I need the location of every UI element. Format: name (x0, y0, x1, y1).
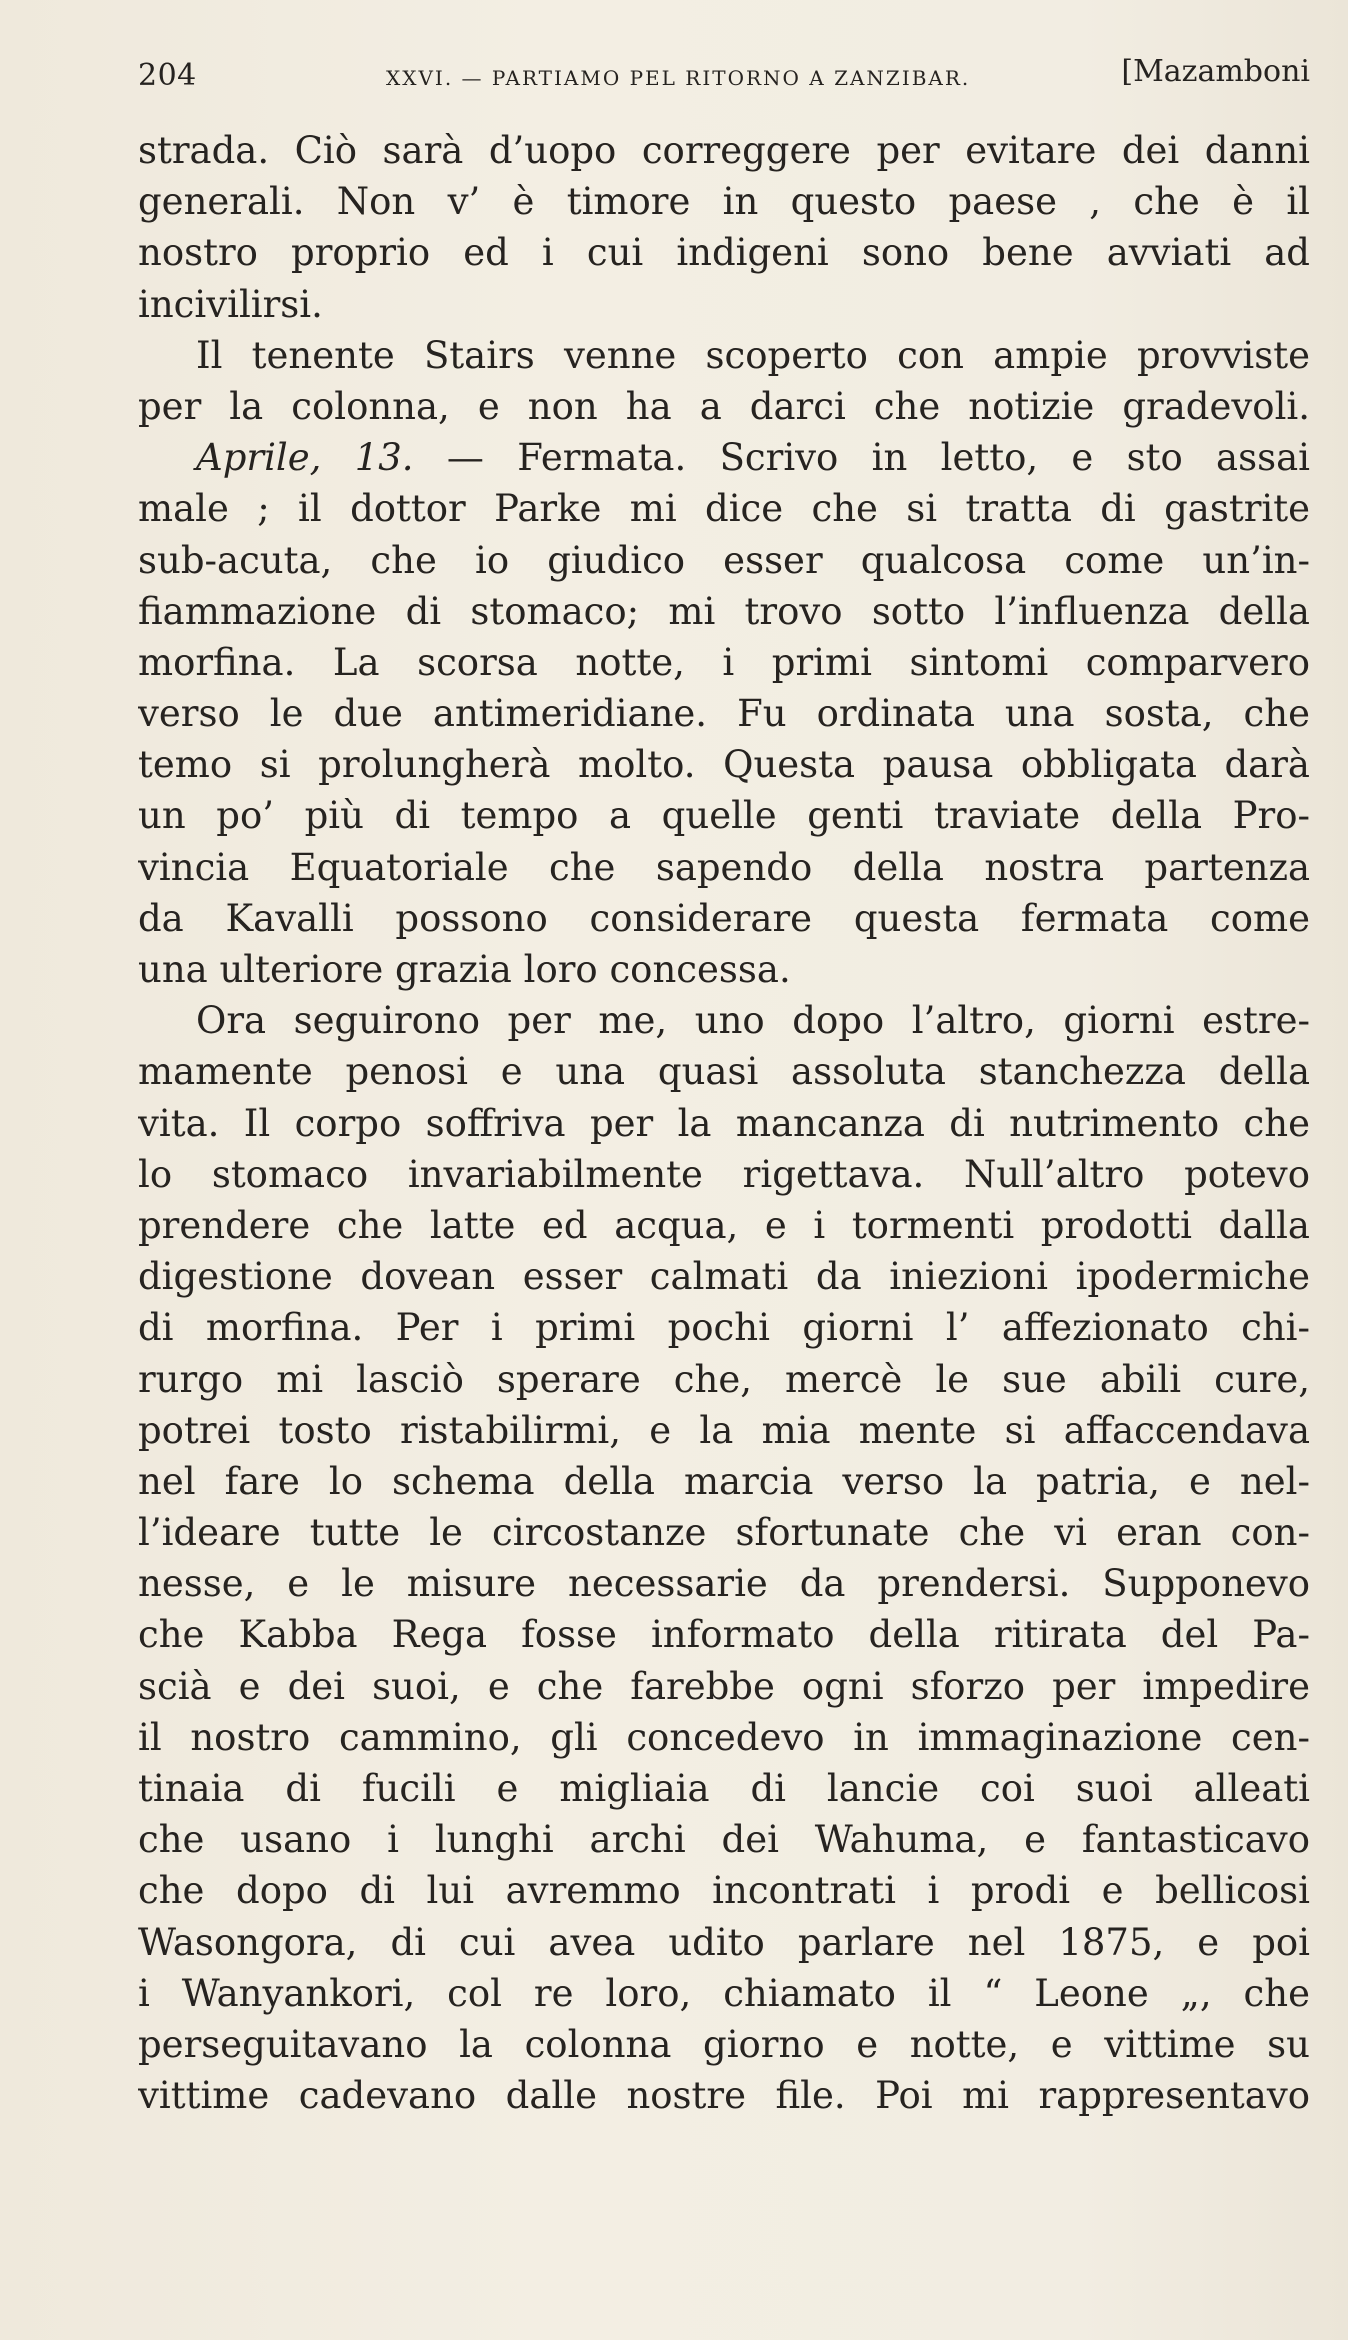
text-line: male ; il dottor Parke mi dice che si tratta di gastrite (138, 487, 1310, 531)
text-line: digestione dovean esser calmati da iniezioni ipodermiche (138, 1255, 1310, 1299)
text-line: scià e dei suoi, e che farebbe ogni sforzo per impedire (138, 1664, 1310, 1708)
text-line: rurgo mi lasciò sperare che, mercè le sue abili cure, (138, 1357, 1310, 1401)
text-line: verso le due antimeridiane. Fu ordinata una sosta, che (138, 692, 1310, 736)
text-line: nel fare lo schema della marcia verso la patria, e nel- (138, 1459, 1310, 1503)
text-line: incivilirsi. (138, 282, 323, 326)
running-title: XXVI. — PARTIAMO PEL RITORNO A ZANZIBAR. (386, 66, 971, 90)
text-line: fiammazione di stomaco; mi trovo sotto l’influenza della (138, 589, 1310, 633)
text-line: vincia Equatoriale che sapendo della nostra partenza (138, 845, 1310, 889)
text-line: per la colonna, e non ha a darci che notizie gradevoli. (138, 384, 1310, 428)
text-line: che Kabba Rega fosse informato della ritirata del Pa- (138, 1613, 1310, 1657)
text-line: prendere che latte ed acqua, e i tormenti prodotti dalla (138, 1203, 1310, 1247)
text-line: generali. Non v’ è timore in questo paese , che è il (138, 180, 1310, 224)
text-line: vittime cadevano dalle nostre file. Poi mi rappresentavo (138, 2074, 1310, 2118)
entry-text: — Fermata. Scrivo in letto, e sto assai (413, 436, 1310, 480)
dated-entry-line (138, 432, 1310, 483)
text-line: temo si prolungherà molto. Questa pausa obbligata darà (138, 743, 1310, 787)
text-line: un po’ più di tempo a quelle genti traviate della Pro- (138, 794, 1310, 838)
page-header (138, 54, 1310, 98)
text-line: Il tenente Stairs venne scoperto con ampie provviste (196, 333, 1310, 377)
text-line: mamente penosi e una quasi assoluta stanchezza della (138, 1050, 1310, 1094)
text-line: che usano i lunghi archi dei Wahuma, e fantasticavo (138, 1818, 1310, 1862)
text-line: perseguitavano la colonna giorno e notte, e vittime su (138, 2022, 1310, 2066)
text-line: lo stomaco invariabilmente rigettava. Null’altro potevo (138, 1152, 1310, 1196)
text-line: strada. Ciò sarà d’uopo correggere per evitare dei danni (138, 129, 1310, 172)
text-line: potrei tosto ristabilirmi, e la mia mente si affaccendava (138, 1408, 1310, 1452)
text-line: l’ideare tutte le circostanze sfortunate che vi eran con- (138, 1511, 1310, 1555)
page-number: 204 (138, 58, 197, 93)
body-text (138, 125, 1310, 2121)
text-line: Ora seguirono per me, uno dopo l’altro, giorni estre- (196, 999, 1310, 1043)
text-line: una ulteriore grazia loro concessa. (138, 948, 791, 991)
text-line: che dopo di lui avremmo incontrati i prodi e bellicosi (138, 1869, 1310, 1913)
text-line: i Wanyankori, col re loro, chiamato il “ Leone „, che (138, 1971, 1310, 2015)
text-line: nesse, e le misure necessarie da prendersi. Supponevo (138, 1562, 1310, 1606)
entry-date: Aprile, 13. (196, 436, 414, 480)
text-line: di morfina. Per i primi pochi giorni l’ affezionato chi- (138, 1306, 1310, 1350)
text-line: da Kavalli possono considerare questa fermata come (138, 896, 1310, 940)
text-line: tinaia di fucili e migliaia di lancie coi suoi alleati (138, 1767, 1310, 1810)
text-line: Wasongora, di cui avea udito parlare nel 1875, e poi (138, 1920, 1310, 1964)
text-line: vita. Il corpo soffriva per la mancanza di nutrimento che (138, 1101, 1310, 1145)
running-author: [Mazamboni (1121, 54, 1310, 89)
text-line: nostro proprio ed i cui indigeni sono bene avviati ad (138, 231, 1310, 275)
text-line: il nostro cammino, gli concedevo in immaginazione cen- (138, 1715, 1310, 1759)
text-line: sub-acuta, che io giudico esser qualcosa come un’in- (138, 538, 1310, 582)
text-line: morfina. La scorsa notte, i primi sintomi comparvero (138, 640, 1310, 684)
